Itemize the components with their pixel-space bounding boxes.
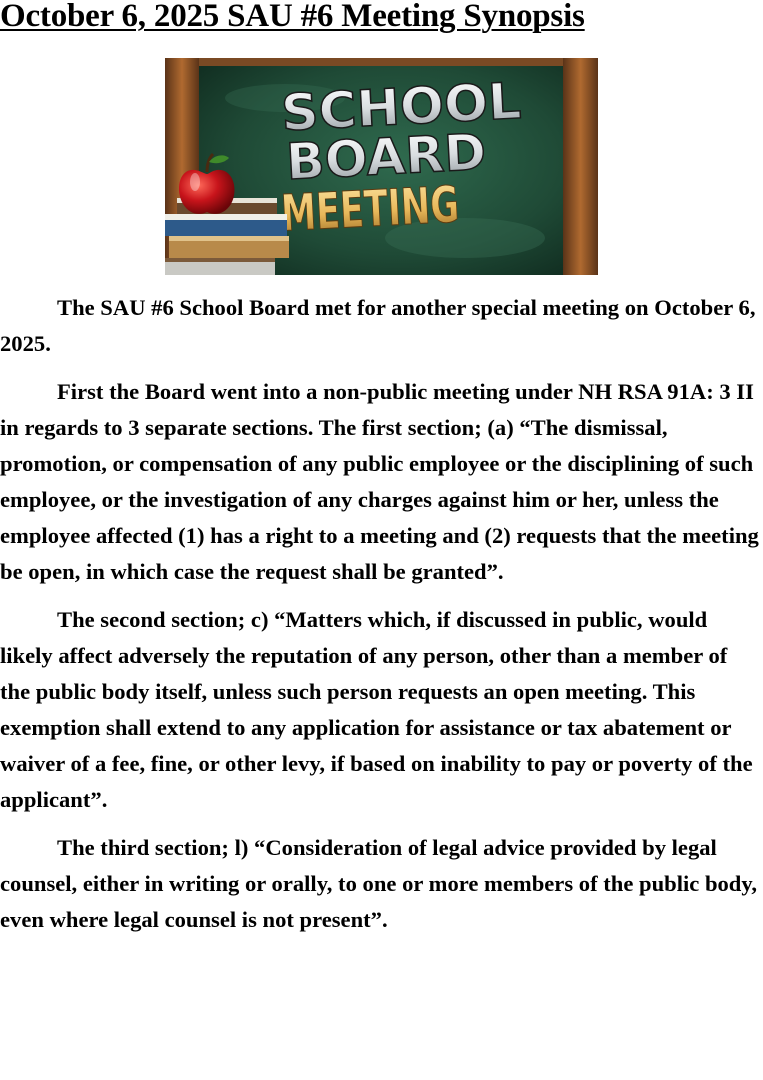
page-title: October 6, 2025 SAU #6 Meeting Synopsis bbox=[0, 0, 585, 34]
school-board-meeting-image bbox=[165, 58, 598, 275]
paragraph-intro: The SAU #6 School Board met for another special meeting on October 6, 2025. bbox=[0, 295, 756, 356]
hero-line-school: SCHOOL bbox=[279, 72, 514, 143]
synopsis-body bbox=[0, 290, 763, 950]
hero-line-board: BOARD bbox=[284, 122, 486, 192]
books-icon bbox=[165, 198, 289, 275]
paragraph-second-section: The second section; c) “Matters which, if discussed in public, would likely affect adversely the reputation of any person, other than a member of the public body itself, unless such person requests an open meeting. This exemption shall extend to any application for assistance or tax abatement or waiver of a fee, fine, or other levy, if based on inability to pay or poverty of the applicant”. bbox=[0, 607, 753, 812]
paragraph-first-section: First the Board went into a non-public meeting under NH RSA 91A: 3 II in regards to 3 separate sections. The first section; (a) “The dismissal, promotion, or compensation of any public employee or the disciplining of such employee, or the investigation of any charges against him or her, unless the employee affected (1) has a right to a meeting and (2) requests that the meeting be open, in which case the request shall be granted”. bbox=[0, 379, 759, 584]
hero-line-meeting: MEETING bbox=[279, 171, 537, 243]
paragraph-third-section: The third section; l) “Consideration of legal advice provided by legal counsel, either in writing or orally, to one or more members of the public body, even where legal counsel is not present”. bbox=[0, 835, 758, 932]
